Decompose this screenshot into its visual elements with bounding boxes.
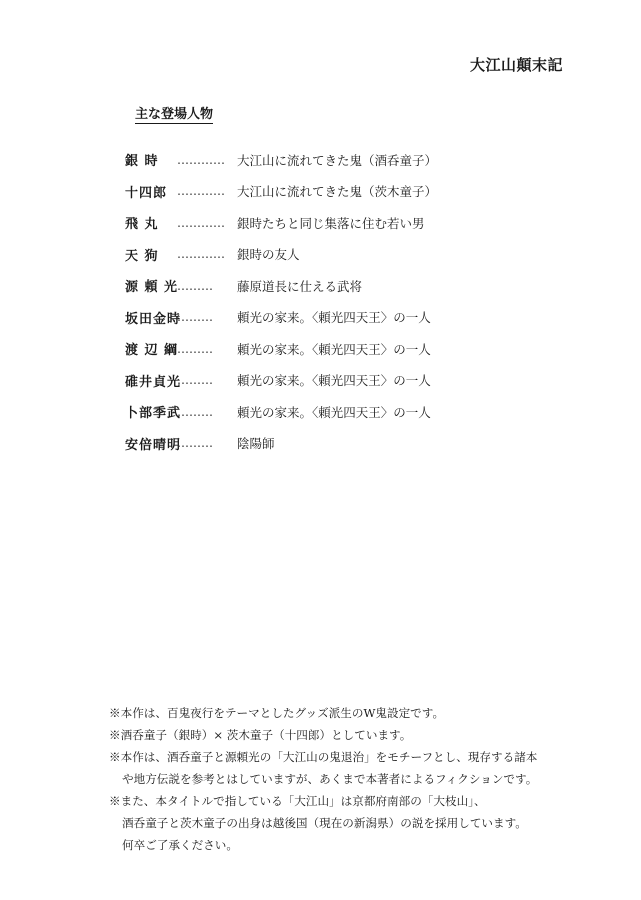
character-row — [125, 302, 525, 334]
character-name: 銀 時 — [125, 154, 159, 170]
leader-dots: ……… — [177, 373, 213, 388]
section-heading: 主な登場人物 — [135, 103, 213, 124]
note-line: ※酒呑童子（銀時）× 茨木童子（十四郎）としています。 — [109, 728, 412, 742]
character-description: 大江山に流れてきた鬼（酒呑童子） — [237, 152, 438, 168]
character-row — [125, 176, 525, 208]
character-description: 藤原道長に仕える武将 — [237, 278, 363, 294]
character-description: 頼光の家来。〈頼光四天王〉の一人 — [237, 404, 431, 420]
leader-dots: ………… — [177, 152, 225, 167]
leader-dots: ……… — [177, 341, 213, 356]
character-row — [125, 239, 525, 271]
note-line: 酒呑童子と茨木童子の出身は越後国（現在の新潟県）の説を採用しています。 — [122, 816, 527, 830]
character-row — [125, 144, 525, 176]
character-name: 卜部季武 — [125, 406, 182, 422]
leader-dots: ………… — [177, 215, 225, 230]
character-row — [125, 396, 525, 428]
note-line: ※また、本タイトルで指している「大江山」は京都府南部の「大枝山」、 — [109, 794, 486, 808]
character-description: 頼光の家来。〈頼光四天王〉の一人 — [237, 310, 431, 326]
book-title: 大江山顛末記 — [469, 56, 563, 74]
character-name: 碓井貞光 — [125, 374, 182, 390]
character-description: 銀時たちと同じ集落に住む若い男 — [237, 215, 425, 231]
note-line: 何卒ご了承ください。 — [122, 838, 238, 852]
character-description: 銀時の友人 — [237, 247, 300, 263]
note-line: ※本作は、百鬼夜行をテーマとしたグッズ派生のW鬼設定です。 — [109, 706, 445, 720]
character-row — [125, 207, 525, 239]
note-line: ※本作は、酒呑童子と源頼光の「大江山の鬼退治」をモチーフとし、現存する諸本 — [109, 750, 538, 764]
character-name: 源 頼 光 — [125, 280, 179, 296]
leader-dots: ……… — [177, 436, 213, 451]
character-name: 渡 辺 綱 — [125, 343, 179, 359]
character-name: 飛 丸 — [125, 217, 159, 233]
character-name: 安倍晴明 — [125, 437, 182, 453]
note-line: や地方伝説を参考とはしていますが、あくまで本著者によるフィクションです。 — [122, 772, 538, 786]
character-description: 陰陽師 — [237, 436, 275, 452]
character-description: 頼光の家来。〈頼光四天王〉の一人 — [237, 373, 431, 389]
character-name: 天 狗 — [125, 248, 159, 264]
author-notes — [109, 702, 609, 856]
character-row — [125, 428, 525, 460]
character-name: 十四郎 — [125, 185, 168, 201]
character-row — [125, 333, 525, 365]
character-row — [125, 365, 525, 397]
character-list — [125, 144, 525, 459]
leader-dots: ………… — [177, 247, 225, 262]
character-description: 頼光の家来。〈頼光四天王〉の一人 — [237, 341, 431, 357]
character-description: 大江山に流れてきた鬼（茨木童子） — [237, 184, 438, 200]
character-row — [125, 270, 525, 302]
leader-dots: ……… — [177, 278, 213, 293]
leader-dots: ……… — [177, 310, 213, 325]
leader-dots: ………… — [177, 184, 225, 199]
leader-dots: ……… — [177, 404, 213, 419]
character-name: 坂田金時 — [125, 311, 182, 327]
